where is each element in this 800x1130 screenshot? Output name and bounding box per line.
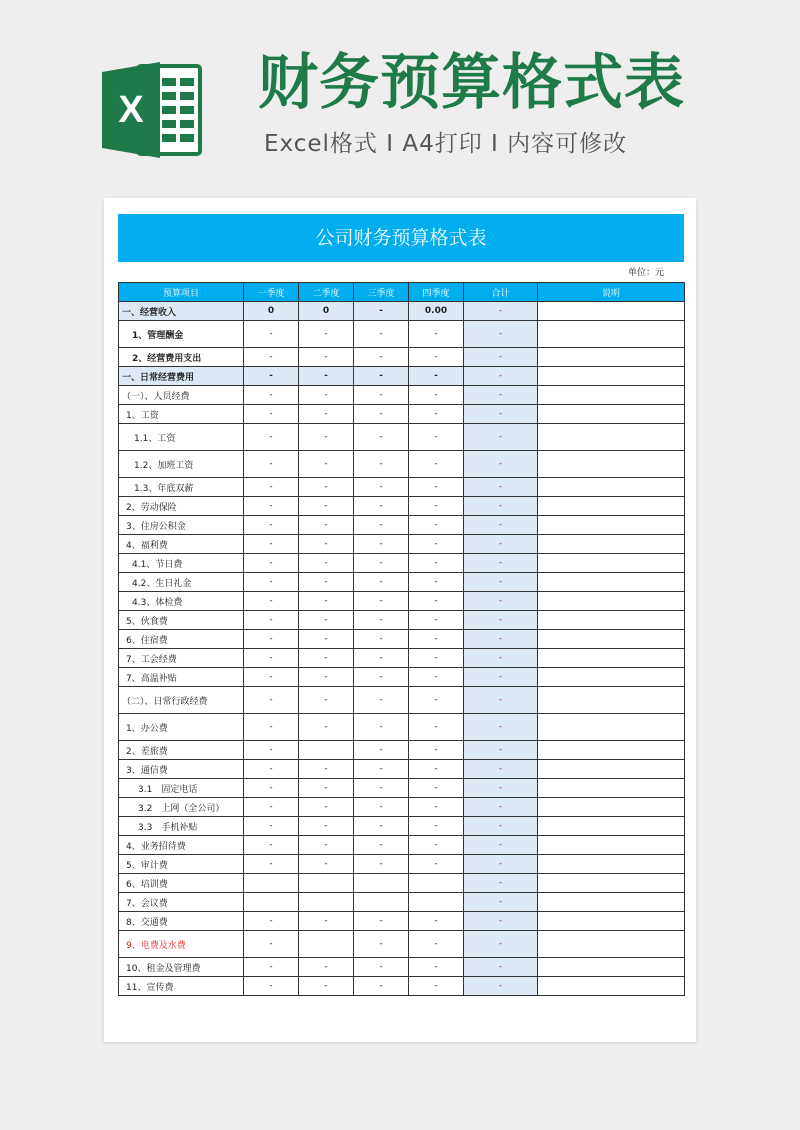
row-label[interactable]: （二）、日常行政经费 [119,687,244,714]
cell-q3[interactable]: - [354,424,409,451]
cell-total[interactable]: - [464,855,538,874]
cell-total[interactable]: - [464,874,538,893]
cell-q2[interactable]: - [299,554,354,573]
cell-note[interactable] [538,573,685,592]
cell-q1[interactable]: - [244,649,299,668]
cell-q3[interactable]: - [354,798,409,817]
table-row [119,611,685,630]
table-row [119,451,685,478]
cell-q2[interactable]: - [299,348,354,367]
cell-q3[interactable]: - [354,478,409,497]
page-header [0,0,800,200]
cell-q3[interactable]: - [354,386,409,405]
column-header: 四季度 [409,283,464,302]
cell-total[interactable]: - [464,912,538,931]
cell-q1[interactable]: - [244,478,299,497]
cell-q3[interactable]: - [354,451,409,478]
cell-q2[interactable] [299,893,354,912]
cell-note[interactable] [538,386,685,405]
cell-q1[interactable] [244,893,299,912]
cell-note[interactable] [538,798,685,817]
table-row [119,348,685,367]
cell-note[interactable] [538,554,685,573]
row-label[interactable]: 3.2 上网（全公司） [119,798,244,817]
row-label[interactable]: 1.2、加班工资 [119,451,244,478]
cell-q4[interactable]: - [409,630,464,649]
row-label[interactable]: 2、差旅费 [119,741,244,760]
cell-q1[interactable]: 0 [244,302,299,321]
table-row [119,321,685,348]
budget-sheet [104,198,696,1042]
cell-note[interactable] [538,893,685,912]
cell-q1[interactable]: - [244,760,299,779]
cell-note[interactable] [538,535,685,554]
cell-q3[interactable]: - [354,779,409,798]
cell-q2[interactable]: 0 [299,302,354,321]
table-row [119,302,685,321]
cell-total[interactable]: - [464,668,538,687]
cell-q1[interactable]: - [244,977,299,996]
cell-q4[interactable]: - [409,478,464,497]
cell-q2[interactable]: - [299,649,354,668]
column-header: 二季度 [299,283,354,302]
cell-q4[interactable]: - [409,321,464,348]
cell-q2[interactable]: - [299,611,354,630]
cell-total[interactable]: - [464,302,538,321]
cell-q3[interactable]: - [354,554,409,573]
cell-q3[interactable]: - [354,714,409,741]
table-row [119,977,685,996]
cell-q1[interactable]: - [244,367,299,386]
cell-note[interactable] [538,779,685,798]
cell-total[interactable]: - [464,893,538,912]
table-row [119,741,685,760]
cell-note[interactable] [538,478,685,497]
cell-q4[interactable]: - [409,497,464,516]
row-label[interactable]: 4.1、节日费 [119,554,244,573]
table-row [119,386,685,405]
cell-q4[interactable]: - [409,836,464,855]
column-header: 三季度 [354,283,409,302]
table-row [119,817,685,836]
cell-q1[interactable]: - [244,424,299,451]
cell-note[interactable] [538,855,685,874]
cell-total[interactable]: - [464,386,538,405]
cell-note[interactable] [538,760,685,779]
table-row [119,405,685,424]
cell-note[interactable] [538,424,685,451]
cell-note[interactable] [538,958,685,977]
cell-note[interactable] [538,592,685,611]
cell-q2[interactable]: - [299,405,354,424]
cell-q1[interactable]: - [244,630,299,649]
cell-q2[interactable]: - [299,687,354,714]
cell-q1[interactable]: - [244,611,299,630]
cell-q4[interactable] [409,893,464,912]
table-row [119,912,685,931]
row-label[interactable]: 1、办公费 [119,714,244,741]
cell-q3[interactable]: - [354,855,409,874]
row-label[interactable]: 4.3、体检费 [119,592,244,611]
cell-note[interactable] [538,321,685,348]
cell-total[interactable]: - [464,516,538,535]
cell-note[interactable] [538,668,685,687]
cell-q4[interactable]: - [409,912,464,931]
cell-q1[interactable]: - [244,535,299,554]
cell-total[interactable]: - [464,779,538,798]
cell-note[interactable] [538,714,685,741]
cell-total[interactable]: - [464,478,538,497]
cell-q3[interactable]: - [354,592,409,611]
cell-total[interactable]: - [464,687,538,714]
cell-q1[interactable]: - [244,573,299,592]
row-label[interactable]: 6、培训费 [119,874,244,893]
cell-q4[interactable]: - [409,958,464,977]
cell-q3[interactable]: - [354,836,409,855]
cell-q4[interactable]: - [409,817,464,836]
row-label[interactable]: 4、业务招待费 [119,836,244,855]
cell-total[interactable]: - [464,958,538,977]
cell-note[interactable] [538,931,685,958]
cell-q4[interactable]: - [409,687,464,714]
table-row [119,958,685,977]
table-row [119,931,685,958]
cell-note[interactable] [538,836,685,855]
cell-note[interactable] [538,687,685,714]
cell-q1[interactable]: - [244,348,299,367]
table-row [119,573,685,592]
cell-total[interactable]: - [464,405,538,424]
cell-q1[interactable]: - [244,451,299,478]
cell-q1[interactable]: - [244,714,299,741]
table-row [119,554,685,573]
cell-q4[interactable]: - [409,348,464,367]
cell-q1[interactable]: - [244,931,299,958]
cell-q1[interactable]: - [244,836,299,855]
table-row [119,779,685,798]
cell-q4[interactable]: - [409,714,464,741]
cell-q1[interactable]: - [244,668,299,687]
cell-q2[interactable]: - [299,977,354,996]
cell-q3[interactable]: - [354,302,409,321]
cell-q3[interactable]: - [354,958,409,977]
cell-q2[interactable]: - [299,497,354,516]
cell-note[interactable] [538,741,685,760]
cell-q1[interactable]: - [244,855,299,874]
cell-q4[interactable]: - [409,424,464,451]
column-header: 预算项目 [119,283,244,302]
table-row [119,535,685,554]
cell-total[interactable]: - [464,535,538,554]
cell-q4[interactable]: - [409,535,464,554]
row-label[interactable]: 一、经营收入 [119,302,244,321]
cell-q2[interactable] [299,874,354,893]
row-label[interactable]: 8、交通费 [119,912,244,931]
cell-q3[interactable]: - [354,668,409,687]
row-label[interactable]: 11、宣传费 [119,977,244,996]
cell-q2[interactable]: - [299,714,354,741]
row-label[interactable]: 2、劳动保险 [119,497,244,516]
cell-q2[interactable] [299,931,354,958]
table-row [119,630,685,649]
cell-q3[interactable] [354,874,409,893]
header-row [119,283,685,302]
cell-q3[interactable]: - [354,931,409,958]
cell-q2[interactable]: - [299,836,354,855]
cell-note[interactable] [538,874,685,893]
row-label[interactable]: 1.3、年底双薪 [119,478,244,497]
cell-q2[interactable]: - [299,798,354,817]
budget-table [118,282,685,996]
cell-total[interactable]: - [464,348,538,367]
table-row [119,478,685,497]
row-label[interactable]: （一）、人员经费 [119,386,244,405]
cell-note[interactable] [538,630,685,649]
cell-q2[interactable]: - [299,321,354,348]
cell-q1[interactable]: - [244,497,299,516]
cell-total[interactable]: - [464,741,538,760]
cell-q2[interactable]: - [299,535,354,554]
cell-q3[interactable]: - [354,817,409,836]
row-label[interactable]: 1、工资 [119,405,244,424]
cell-note[interactable] [538,649,685,668]
cell-total[interactable]: - [464,630,538,649]
cell-q1[interactable]: - [244,405,299,424]
cell-q4[interactable]: - [409,741,464,760]
row-label[interactable]: 3.1 固定电话 [119,779,244,798]
row-label[interactable]: 3、住房公积金 [119,516,244,535]
cell-q3[interactable]: - [354,348,409,367]
cell-total[interactable]: - [464,611,538,630]
cell-q4[interactable]: - [409,798,464,817]
cell-total[interactable]: - [464,817,538,836]
cell-q1[interactable]: - [244,386,299,405]
cell-q3[interactable]: - [354,573,409,592]
column-header: 说明 [538,283,685,302]
cell-note[interactable] [538,611,685,630]
table-row [119,668,685,687]
cell-q3[interactable]: - [354,611,409,630]
row-label[interactable]: 一、日常经营费用 [119,367,244,386]
sheet-title: 公司财务预算格式表 [118,214,684,262]
cell-note[interactable] [538,817,685,836]
row-label[interactable]: 6、住宿费 [119,630,244,649]
cell-q2[interactable]: - [299,855,354,874]
cell-q4[interactable]: - [409,573,464,592]
row-label[interactable]: 7、会议费 [119,893,244,912]
cell-note[interactable] [538,367,685,386]
cell-q4[interactable]: - [409,855,464,874]
cell-total[interactable]: - [464,424,538,451]
cell-q1[interactable]: - [244,741,299,760]
table-row [119,687,685,714]
cell-total[interactable]: - [464,573,538,592]
cell-q1[interactable] [244,874,299,893]
cell-total[interactable]: - [464,649,538,668]
cell-q4[interactable]: - [409,386,464,405]
cell-q2[interactable]: - [299,386,354,405]
row-label[interactable]: 1、管理酬金 [119,321,244,348]
row-label[interactable]: 9、电费及水费 [119,931,244,958]
table-row [119,714,685,741]
cell-q2[interactable]: - [299,424,354,451]
row-label[interactable]: 7、工会经费 [119,649,244,668]
cell-q1[interactable]: - [244,554,299,573]
cell-note[interactable] [538,451,685,478]
table-row [119,497,685,516]
cell-q3[interactable]: - [354,741,409,760]
cell-q2[interactable]: - [299,779,354,798]
row-label[interactable]: 5、伙食费 [119,611,244,630]
cell-q4[interactable]: - [409,611,464,630]
cell-total[interactable]: - [464,714,538,741]
cell-q4[interactable]: - [409,977,464,996]
row-label[interactable]: 5、审计费 [119,855,244,874]
cell-q2[interactable]: - [299,912,354,931]
cell-q3[interactable]: - [354,516,409,535]
cell-q3[interactable]: - [354,630,409,649]
cell-q2[interactable]: - [299,516,354,535]
cell-q1[interactable]: - [244,592,299,611]
row-label[interactable]: 3、通信费 [119,760,244,779]
cell-q1[interactable]: - [244,798,299,817]
cell-q4[interactable]: - [409,516,464,535]
cell-q3[interactable]: - [354,535,409,554]
page-subtitle: Excel格式 I A4打印 I 内容可修改 [264,131,628,157]
cell-total[interactable]: - [464,497,538,516]
cell-total[interactable]: - [464,931,538,958]
cell-note[interactable] [538,516,685,535]
cell-note[interactable] [538,497,685,516]
cell-q2[interactable]: - [299,592,354,611]
cell-q3[interactable]: - [354,649,409,668]
column-header: 合计 [464,283,538,302]
cell-total[interactable]: - [464,836,538,855]
cell-q1[interactable]: - [244,516,299,535]
cell-note[interactable] [538,348,685,367]
cell-q2[interactable]: - [299,817,354,836]
cell-q4[interactable]: - [409,779,464,798]
cell-q2[interactable]: - [299,451,354,478]
cell-q1[interactable]: - [244,321,299,348]
table-row [119,874,685,893]
cell-q1[interactable]: - [244,779,299,798]
cell-q4[interactable]: - [409,592,464,611]
row-label[interactable]: 7、高温补贴 [119,668,244,687]
cell-note[interactable] [538,302,685,321]
cell-q1[interactable]: - [244,912,299,931]
row-label[interactable]: 1.1、工资 [119,424,244,451]
cell-q2[interactable] [299,741,354,760]
cell-q3[interactable]: - [354,367,409,386]
cell-q4[interactable]: - [409,405,464,424]
cell-q3[interactable]: - [354,321,409,348]
cell-q2[interactable]: - [299,760,354,779]
table-row [119,367,685,386]
cell-q3[interactable]: - [354,497,409,516]
cell-total[interactable]: - [464,321,538,348]
table-row [119,855,685,874]
table-row [119,424,685,451]
cell-q4[interactable]: 0.00 [409,302,464,321]
cell-q4[interactable]: - [409,649,464,668]
cell-total[interactable]: - [464,760,538,779]
table-row [119,516,685,535]
cell-q3[interactable]: - [354,405,409,424]
cell-q2[interactable]: - [299,958,354,977]
cell-q4[interactable]: - [409,367,464,386]
cell-note[interactable] [538,977,685,996]
excel-logo-icon [100,60,204,160]
cell-q2[interactable]: - [299,630,354,649]
row-label[interactable]: 3.3 手机补贴 [119,817,244,836]
cell-total[interactable]: - [464,367,538,386]
table-row [119,893,685,912]
cell-q4[interactable]: - [409,451,464,478]
cell-q4[interactable]: - [409,668,464,687]
unit-label: 单位：元 [627,268,664,278]
cell-q2[interactable]: - [299,668,354,687]
cell-note[interactable] [538,405,685,424]
column-header: 一季度 [244,283,299,302]
table-row [119,649,685,668]
cell-q4[interactable]: - [409,931,464,958]
cell-total[interactable]: - [464,451,538,478]
cell-q1[interactable]: - [244,687,299,714]
table-row [119,760,685,779]
cell-note[interactable] [538,912,685,931]
cell-total[interactable]: - [464,592,538,611]
svg-text:X: X [118,89,144,131]
cell-total[interactable]: - [464,977,538,996]
cell-q2[interactable]: - [299,367,354,386]
row-label[interactable]: 4、福利费 [119,535,244,554]
cell-q4[interactable]: - [409,760,464,779]
cell-q4[interactable]: - [409,554,464,573]
cell-q3[interactable]: - [354,977,409,996]
row-label[interactable]: 4.2、生日礼金 [119,573,244,592]
cell-total[interactable]: - [464,554,538,573]
cell-q2[interactable]: - [299,478,354,497]
row-label[interactable]: 2、经营费用支出 [119,348,244,367]
cell-q2[interactable]: - [299,573,354,592]
cell-q4[interactable] [409,874,464,893]
table-row [119,836,685,855]
cell-q3[interactable]: - [354,687,409,714]
row-label[interactable]: 10、租金及管理费 [119,958,244,977]
table-row [119,592,685,611]
cell-total[interactable]: - [464,798,538,817]
page-title: 财务预算格式表 [258,48,685,118]
cell-q3[interactable]: - [354,760,409,779]
cell-q1[interactable]: - [244,817,299,836]
cell-q3[interactable]: - [354,912,409,931]
table-row [119,798,685,817]
cell-q3[interactable] [354,893,409,912]
cell-q1[interactable]: - [244,958,299,977]
